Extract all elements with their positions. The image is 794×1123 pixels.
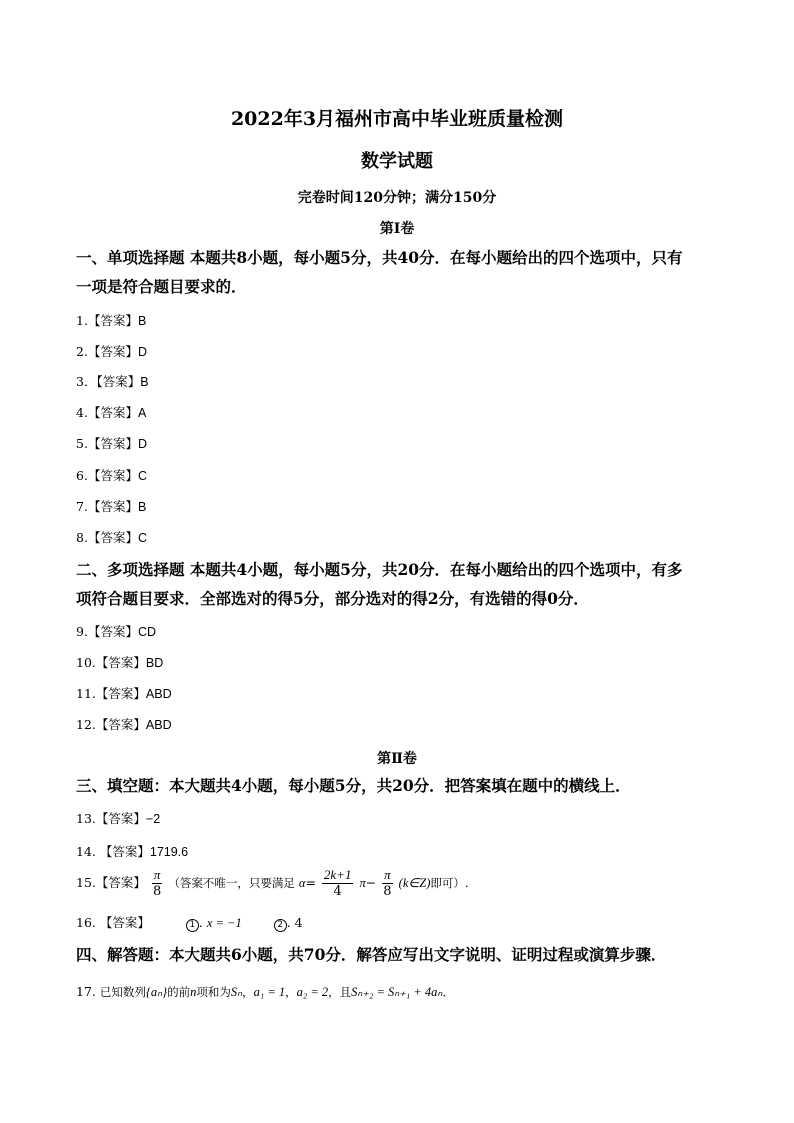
sequence-symbol: {aₙ} — [145, 985, 168, 999]
answer-row — [76, 654, 163, 672]
answer-label: 【答案】 — [87, 344, 138, 359]
fraction: $\frac{2k+1}{4}$ — [323, 867, 352, 899]
answer-row — [76, 312, 146, 330]
answer-row — [76, 623, 156, 641]
answer-value: C — [137, 531, 147, 545]
answer-label: 【答案】 — [95, 717, 146, 732]
question-number: 1. — [76, 313, 88, 328]
recurrence-relation: Sₙ₊₂ = Sₙ₊₁ + 4aₙ — [351, 985, 443, 999]
question-number: 13. — [76, 811, 96, 826]
fraction: $\frac{\pi}{8}$ — [153, 867, 162, 899]
question-number: 7. — [76, 499, 88, 514]
answer-value: −2 — [145, 812, 161, 826]
volume-1-heading: 第Ⅰ卷 — [379, 221, 415, 237]
answer-value: ABD — [145, 718, 172, 732]
answer-row-q15 — [76, 867, 469, 900]
question-number: 9. — [76, 624, 88, 639]
answer-label: 【答案】 — [87, 624, 138, 639]
answer-row — [76, 343, 147, 361]
answer-row — [76, 716, 172, 734]
answer-value: ABD — [145, 687, 172, 701]
answer-row — [76, 843, 188, 861]
answer-label: 【答案】 — [87, 436, 138, 451]
question-number: 17. — [76, 984, 96, 999]
alpha-symbol: α — [298, 876, 306, 890]
minus-sign: − — [365, 875, 377, 890]
circled-number-icon: 1 — [186, 919, 199, 932]
answer-value: BD — [145, 656, 164, 670]
circled-number-icon: 2 — [274, 919, 287, 932]
answer-row — [76, 373, 149, 391]
answer-label: 【答案】 — [87, 530, 138, 545]
answer-label: 【答案】 — [87, 468, 138, 483]
question-number: 11. — [76, 686, 96, 701]
answer-label: 【答案】 — [99, 844, 150, 859]
question-number: 5. — [76, 436, 88, 451]
section-4-heading: 四、解答题：本大题共6小题，共70分．解答应写出文字说明、证明过程或演算步骤． — [76, 945, 667, 964]
answer-value: D — [137, 437, 147, 451]
answer-label: 【答案】 — [87, 405, 138, 420]
section-2-heading — [76, 555, 726, 613]
section-2-line-1: 二、多项选择题 本题共4小题，每小题5分，共20分．在每小题给出的四个选项中，有多 — [76, 560, 683, 579]
answer-label: 【答案】 — [95, 655, 146, 670]
sum-symbol: Sₙ — [230, 985, 243, 999]
question-number: 2. — [76, 344, 88, 359]
answer-label: 【答案】 — [95, 811, 146, 826]
question-17: 17. 已知数列{aₙ}的前n项和为Sₙ，a₁ = 1，a₂ = 2，且Sₙ₊₂ = Sₙ₊₁ + 4aₙ． — [76, 984, 454, 999]
answer-row — [76, 467, 147, 485]
answer-row — [76, 498, 146, 516]
answer-row — [76, 529, 147, 547]
condition-expression: (k∈Z) — [398, 876, 431, 890]
answer-label: 【答案】 — [96, 374, 141, 389]
answer-value: B — [140, 375, 149, 389]
answer-value: C — [137, 469, 147, 483]
answer-note-suffix: 即可）. — [430, 876, 469, 890]
answer-row — [76, 810, 160, 828]
answer-value: A — [137, 406, 147, 420]
answer-value: 4 — [294, 915, 303, 930]
fraction: $\frac{\pi}{8}$ — [383, 867, 392, 899]
answer-value: 1719.6 — [149, 845, 189, 859]
question-number: 15. — [76, 875, 96, 890]
answer-value: B — [137, 314, 147, 328]
section-1-heading — [76, 243, 726, 301]
question-number: 8. — [76, 530, 88, 545]
section-1-line-2: 一项是符合题目要求的． — [76, 277, 247, 296]
answer-value: x = −1 — [206, 916, 242, 930]
equals-sign: = — [305, 875, 316, 890]
answer-label: 【答案】 — [95, 686, 146, 701]
question-number: 3． — [76, 374, 97, 389]
question-number: 12. — [76, 717, 96, 732]
answer-value: D — [137, 345, 147, 359]
volume-2-heading: 第Ⅱ卷 — [377, 751, 417, 767]
section-2-line-2: 项符合题目要求．全部选对的得5分，部分选对的得2分，有选错的得0分． — [76, 589, 589, 608]
answer-row — [76, 435, 147, 453]
answer-row — [76, 404, 146, 422]
pi-symbol: π — [359, 876, 366, 890]
answer-note-prefix: （答案不唯一，只要满足 — [168, 876, 295, 890]
answer-row — [76, 685, 172, 703]
page-subtitle: 数学试题 — [361, 151, 433, 172]
answer-value: B — [137, 500, 147, 514]
answer-value: CD — [137, 625, 157, 639]
section-1-line-1: 一、单项选择题 本题共8小题，每小题5分，共40分．在每小题给出的四个选项中，只有 — [76, 248, 683, 267]
answer-row-q16: 16. 【答案】 1 . x = −1 2 . 4 — [76, 915, 303, 930]
question-number: 6. — [76, 468, 88, 483]
answer-label: 【答案】 — [95, 875, 146, 890]
question-number: 10. — [76, 655, 96, 670]
answer-label: 【答案】 — [87, 313, 138, 328]
question-number: 4. — [76, 405, 88, 420]
answer-label: 【答案】 — [99, 915, 150, 930]
page-title: 2022年3月福州市高中毕业班质量检测 — [230, 108, 564, 130]
question-number: 16. — [76, 915, 100, 930]
question-number: 14. — [76, 844, 100, 859]
section-3-heading: 三、填空题：本大题共4小题，每小题5分，共20分．把答案填在题中的横线上． — [76, 776, 631, 795]
exam-meta: 完卷时间120分钟；满分150分 — [297, 190, 497, 206]
answer-label: 【答案】 — [87, 499, 138, 514]
